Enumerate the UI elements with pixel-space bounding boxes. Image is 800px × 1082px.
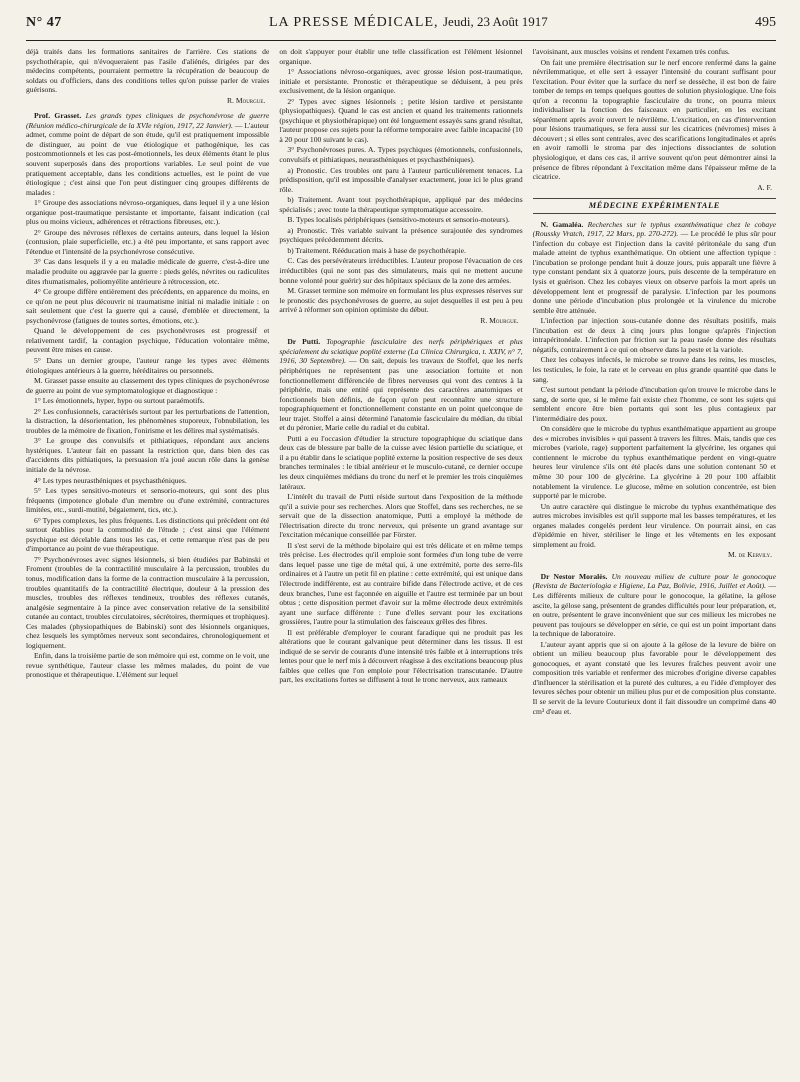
page-number: 495 — [755, 15, 776, 30]
article-source: (Roussky Vratch, 1917, 22 Mars, pp. 270-272). — [532, 229, 679, 239]
article-author: Dr Putti. — [287, 337, 321, 347]
article-title: Recherches sur le typhus exanthématique chez le cobaye — [587, 219, 776, 229]
journal-title — [269, 14, 548, 31]
paragraph: C. Cas des persévérateurs irréductibles. L'auteur propose l'évacuation de ces irréductibles (qui ne sont pas des simulateurs, mais qui ne mettent aucune bonne volonté pour guérir) sur des hôpitaux spéciaux de la zone des armées. — [279, 256, 523, 285]
article-body: — L'auteur admet, comme point de départ de son étude, qu'il est pratiquement impossible de distinguer, au point de vue étiologique et pathogénique, les cas postcommotionnels et les cas post-émotionnels, les deux éléments étant le plus souvent superposés dans des proportions variables. Le seul point de vue pratiquement acceptable, dans les conditions actuelles, est le point de vue étiologique ; c'est ainsi que l'on peut distinguer cinq groupes différents de malades : — [26, 120, 270, 197]
issue-date: Jeudi, 23 Août 1917 — [443, 14, 548, 29]
paragraph: 1° Associations névroso-organiques, avec grosse lésion post-traumatique, initiale et persistante. Pronostic et thérapeutique se déduisent, à peu près exclusivement, de la lésion organique. — [279, 67, 523, 96]
paragraph: L'infection par injection sous-cutanée donne des résultats positifs, mais l'incubation est de deux à cinq jours plus longue qu'après l'injection intrapéritonéale. L'infection par friction sur la peau rasée donne des résultats négatifs, contrairement à ce qui on observe dans la peste et la variole. — [532, 316, 776, 354]
article-author: Prof. Grasset. — [34, 111, 82, 121]
paragraph: 5° Les types sensitivo-moteurs et sensorio-moteurs, qui sont des plus fréquents (impotence globale d'un membre ou d'une extrémité, contractures limitées, etc., surdi-mutité, bégaiement, tics, etc.). — [26, 486, 270, 515]
paragraph: l'avoisinant, aux muscles voisins et rendent l'examen très confus. — [532, 47, 730, 56]
article-author: Dr Nestor Moralès. — [540, 571, 608, 581]
paragraph: 2° Les confusionnels, caractérisés surtout par les perturbations de l'attention, la distraction, la désorientation, les phénomènes stuporeux, l'obnubilation, les troubles de la mémoire de fixation, l'onirisme et les délires mal systématisés. — [26, 406, 270, 435]
paragraph: Un autre caractère qui distingue le microbe du typhus exanthématique des autres microbes invisibles est qu'il supporte mal les basses températures, et les organes malades congelés perdent leur virulence. On pourrait ainsi, en cas d'épidémie en hiver, stériliser le linge et les vêtements en les exposant simplement au froid. — [532, 501, 776, 549]
paragraph: M. Grasset passe ensuite au classement des types cliniques de psychonévrose de guerre au point de vue symptomatologique et diagnostique : — [26, 376, 270, 395]
signature: A. F. — [757, 182, 772, 192]
paragraph: Enfin, dans la troisième partie de son mémoire qui est, comme on le voit, une revue synthétique, l'auteur classe les mêmes malades, du point de vue pronostique et thérapeutique. L'élément sur lequel — [26, 651, 270, 680]
article-body: — On sait, depuis les travaux de Stoffel, que les nerfs périphériques ne représentent pas une association fortuite et non fonctionnellement différenciée de fibres nerveuses qui vont des centres à la périphérie, mais une entité qui représente des caractères anatomiques et fonctionnels bien définis, de façon qu'on peut reconnaître une structure topographiquement et fonctionnellement constante en un point quelconque de leur trajet. Stoffel a ainsi déterminé l'anatomie fasciculaire du médian, du tibial et du péronier, Marie celle du radial et du cubital. — [279, 356, 523, 433]
column-1 — [26, 47, 269, 1077]
paragraph: B. Types localisés périphériques (sensitivo-moteurs et sensorio-moteurs). — [287, 215, 510, 225]
article-body: — Les différents milieux de culture pour le gonocoque, la gélatine, la gélose ascite, la gélose sang, présentent de grandes difficultés pour leur préparation, et, en outre, présentent le grave inconvénient que sur ces milieux les microbes ne peuvent pas toujours se développer en série, ce qui est un point important dans la technique de laboratoire. — [532, 581, 776, 639]
column-3 — [533, 47, 776, 1077]
paragraph: 2° Types avec signes lésionnels ; petite lésion tardive et persistante (physiopathiques). Quand le cas est ancien et quand les traitements rationnels (psychique et physiothérapique) ont été longuement essayés sans grand résultat, l'auteur propose ces sujets pour la réforme temporaire avec faible incapacité (10 à 20 pour 100 suivant le cas). — [279, 96, 523, 144]
signature: R. Mourgue. — [480, 315, 519, 325]
paragraph: C'est surtout pendant la période d'incubation qu'on trouve le microbe dans le sang, de sorte que, si le même fait existe chez l'homme, ce sont les sujets qui semblent encore être bien portants qui sont les plus contagieux par l'intermédiaire des poux. — [532, 385, 776, 423]
paragraph: Quand le développement de ces psychonévroses est progressif et relativement tardif, la contagion psychique, l'éducation volontaire même, peuvent être mises en cause. — [26, 326, 270, 355]
article-author: N. Gamaléa. — [540, 219, 584, 229]
article-lead — [26, 111, 269, 197]
masthead — [26, 14, 776, 36]
paragraph: Chez les cobayes infectés, le microbe se trouve dans les reins, les muscles, les testicules, le foie, la rate et le cerveau en plus grande quantité que dans le sang. — [532, 355, 776, 384]
paragraph: déjà traités dans les formations sanitaires de l'arrière. Ces stations de psychothérapie, qui n'évoqueraient pas l'asile d'aliénés, dirigées par des médecins compétents, pourraient permettre la récupération de beaucoup de soldats ou d'officiers, dans des conditions telles qu'on puisse parler de vraies guérisons. — [26, 47, 270, 95]
paragraph: 1° Groupe des associations névroso-organiques, dans lequel il y a une lésion organique post-traumatique persistante et importante, faisant indication (cal plus ou moins vicieux, adhérences et rétractions fibreuses, etc.). — [26, 198, 270, 227]
paragraph: 1° Les émotionnels, hyper, hypo ou surtout paraémotifs. — [34, 396, 205, 406]
paragraph: on doit s'appuyer pour établir une telle classification est l'élément lésionnel organique. — [279, 47, 523, 66]
article-source: (Réunion médico-chirurgicale de la XVIe région, 1917, 22 Janvier). — [26, 120, 233, 130]
paragraph: 5° Dans un dernier groupe, l'auteur range les types avec éléments étiologiques antérieurs à la guerre, héréditaires ou personnels. — [26, 355, 270, 375]
article-lead — [533, 220, 776, 315]
paragraph: L'auteur ayant appris que si on ajoute à la gélose de la levure de bière on obtient un milieu beaucoup plus favorable pour le développement des gonocoques, et ayant constaté que les levures fraîches peuvent avoir une composition très variable et renfermer des microbes d'origine diverse capables d'influencer la stérilisation et la pureté des cultures, a eu l'idée d'employer des levures sèches pour obtenir un milieu plus pur et de composition plus constante. Il se servit de la levure Couturieux dont il fait dissoudre un comprimé dans 40 cm³ d'eau et. — [532, 639, 776, 716]
paragraph: L'intérêt du travail de Putti réside surtout dans l'exposition de la méthode qu'il a suivie pour ses recherches. Alors que Stoffel, dans ses recherches, ne se servait que de la dissection anatomique, Putti a employé la méthode de l'électrisation directe du tronc nerveux, qui présente un grand avantage sur l'excitation mécanique conseillée par Förster. — [279, 492, 523, 540]
paragraph: Putti a eu l'occasion d'étudier la structure topographique du sciatique dans deux cas de blessure par balle de la cuisse avec lésion partielle du sciatique, et il a pu établir dans le sciatique poplité externe la position respective de ses deux branches terminales : le tibial antérieur et le musculo-cutané, ce dernier occupe les deux cinquièmes médians du tronc du nerf et le premier les trois cinquièmes latéraux. — [279, 433, 523, 491]
header-rule — [26, 40, 776, 41]
paragraph: On considère que le microbe du typhus exanthématique appartient au groupe des « microbes invisibles » qui passent à travers les filtres. Mais, tandis que ces microbes (variole, rage) supportent parfaitement la glycérine, les organes qui contiennent le microbe du typhus exanthématique perdent en vingt-quatre heures leur virulence s'ils ont été placés dans une solution contenant 50 et même 30 pour 100 de glycérine. La glycérine à 20 pour 100 affaiblit notablement la virulence. Le glucose, même en solution concentrée, est bien supporté par le microbe. — [532, 424, 776, 501]
article-lead — [533, 572, 776, 639]
paragraph: 2° Groupe des névroses réflexes de certains auteurs, dans lequel la lésion (contusion, plaie superficielle, etc.) a été peu importante, et sans rapport avec l'étendue et l'intensité de la psychonévrose consécutive. — [26, 227, 270, 256]
article-source: (La Clinica Chirurgica, t. XXIV, n° 7, 1916, 30 Septembre). — [279, 346, 523, 366]
paragraph: 6° Types complexes, les plus fréquents. Les distinctions qui précèdent ont été surtout établies pour la commodité de l'étude ; c'est ainsi que l'élément psychique est décelable dans tous les cas, et cette remarque n'est pas de peu d'importance au point de vue thérapeutique. — [26, 515, 270, 554]
article-title: Un nouveau milieu de culture pour le gonocoque — [611, 571, 776, 581]
paragraph: 3° Cas dans lesquels il y a eu maladie médicale de guerre, c'est-à-dire une maladie produite ou aggravée par la guerre : pieds gelés, névrites ou radiculites dites rhumatismales, poliomyélite antérieure à rétrocession, etc. — [26, 257, 270, 286]
signature: M. de Kervily. — [728, 550, 772, 560]
paragraph: 3° Psychonévroses pures. A. Types psychiques (émotionnels, confusionnels, convulsifs et pithiatiques, neurasthéniques et psychasthéniques). — [279, 145, 523, 165]
paragraph: 4° Ce groupe diffère entièrement des précédents, en apparence du moins, en ce qu'on ne peut plus découvrir ni traumatisme initial ni maladie initiale : on sait seulement que c'est la guerre qui a causé, d'emblée et directement, la psychonévrose (fatigues de toutes sortes, émotions, etc.). — [26, 287, 270, 325]
paragraph: 7° Psychonévroses avec signes lésionnels, si bien étudiées par Babinski et Froment (troubles de la contractilité musculaire à la percussion, troubles du tonus, modification dans la forme de la contraction musculaire à la percussion, troubles quantitatifs de la contractilité électrique, douleur à la pression des muscles, troubles des réflexes tendineux, troubles des réflexes cutanés, analgésie segmentaire à la pince avec conservation relative de la sensibilité cutanée au contact, troubles circulatoires, sécrétoires, thermiques et trophiques). Ces malades (physiopathiques de Babinski) sont des lésionnels organiques, chez lesquels les symptômes nerveux sont secondaires, chronologiquement et logiquement. — [26, 554, 270, 650]
paragraph: M. Grasset termine son mémoire en formulant les plus expresses réserves sur le pronostic des psychonévroses de guerre, au sujet desquelles il est peu à peu arrivé à réformer son opinion optimiste du début. — [279, 286, 523, 315]
paragraph: Il est préférable d'employer le courant faradique qui ne produit pas les altérations que le courant galvanique peut déterminer dans les tissus. Il est indiqué de se servir de courants d'une intensité très faible et à interruptions très lentes pour que le nerf mis à découvert réagisse à des excitations beaucoup plus faibles que celles que l'on emploie pour l'électrisation transcutanée. D'autre part, les excitations fortes se diffusent à tout le tronc nerveux, aux rameaux — [279, 627, 523, 685]
issue-number: N° 47 — [26, 15, 62, 30]
paragraph: b) Traitement. Avant tout psychothérapique, appliqué par des médecins spécialisés ; avec toute la thérapeutique symptomatique accessoire. — [279, 195, 523, 214]
paragraph: 3° Le groupe des convulsifs et pithiatiques, répondant aux anciens hystériques. L'auteur fait en passant la restriction que, dans bien des cas d'accidents dits pithiatiques, la persuasion n'a joué aucun rôle dans la genèse initiale de la névrose. — [26, 436, 270, 474]
paragraph: b) Traitement. Rééducation mais à base de psychothérapie. — [287, 245, 466, 255]
journal-name: LA PRESSE MÉDICALE, — [268, 15, 439, 30]
article-source: (Revista de Bacteriologia e Higiene, La Paz, Bolivie, 1916, Juillet et Août). — [532, 581, 767, 591]
paragraph: 4° Les types neurasthéniques et psychasthéniques. — [34, 475, 187, 485]
paragraph: a) Pronostic. Très variable suivant la présence surajoutée des syndromes psychiques précédemment décrits. — [279, 225, 523, 245]
paragraph: a) Pronostic. Ces troubles ont paru à l'auteur particulièrement tenaces. La prédisposition, qu'il est impossible d'analyser exactement, joue ici le plus grand rôle. — [279, 165, 523, 194]
section-heading: MÉDECINE EXPÉRIMENTALE — [533, 198, 776, 214]
paragraph: On fait une première électrisation sur le nerf encore renfermé dans la gaine névrilemmatique, et elle sert à essayer l'intensité du courant suffisant pour l'excitation. Pour éviter que la surface du nerf se dessèche, il est bon de faire tomber de temps en temps quelques gouttes de solution physiologique. Une fois qu'on a reconnu la topographie fasciculaire du tronc, on pourra mieux individualiser la fonction des faisceaux en particulier, en les excitant séparément après avoir ouvert le névrilème. L'excitation, en cas d'intervention pour lésions traumatiques, se fera aussi sur les cicatrices (névromes) mises à découvert ; si elles sont centrales, avec des scarifications longitudinales et après en avoir ramolli le stroma par des injections dissociantes de solution physiologique, et dans ces cas, il arrive souvent qu'on peut démontrer ainsi la présence de fibres répondant à l'excitation même dans l'épaisseur même de la cicatrice. — [532, 57, 776, 182]
article-lead — [279, 337, 522, 432]
paragraph: Il s'est servi de la méthode bipolaire qui est très délicate et en même temps très précise. Les électrodes qu'il emploie sont formées d'un long tube de verre dans lequel passe une tige de métal qui, à une extrémité, porte des serre-fils ordinaires et à l'autre un petit fil en platine : cette extrémité, qui est unique dans l'électrode indifférente, est au contraire bifide dans l'électrode active, et de ces deux branches, l'une est façonnée en aiguille et l'autre est terminée par un bout obtus ; cette disposition permet d'avoir sur la même électrode deux extrémités ayant une surface différente : l'une d'elles servant pour les excitations grossières, l'autre pour la stimulation des faisceaux grêles des fibres. — [279, 540, 523, 627]
text-columns — [26, 47, 776, 1077]
article-body: — Le procédé le plus sûr pour l'infection du cobaye est l'injection dans la cavité péritonéale du sang d'un malade atteint de typhus exanthématique. On obtient une affection typique : l'incubation se prolonge pendant huit à douze jours, puis apparaît une fièvre à type constant pendant six à quatorze jours, puis descente de la température en lysis et guérison. Chez les cobayes vieux on observe parfois la mort après un développement lent et progressif de paralysie. L'infection par les poumons donne une période d'incubation plus prolongée et la virulence du microbe semble être atténuée. — [532, 229, 776, 315]
column-2 — [279, 47, 522, 1077]
article-title: Topographie fasciculaire des nerfs périphériques et plus spécialement du sciatique poplité externe — [279, 337, 523, 356]
article-title: Les grands types cliniques de psychonévrose de guerre — [85, 111, 270, 121]
signature: R. Mourgue. — [226, 95, 266, 105]
